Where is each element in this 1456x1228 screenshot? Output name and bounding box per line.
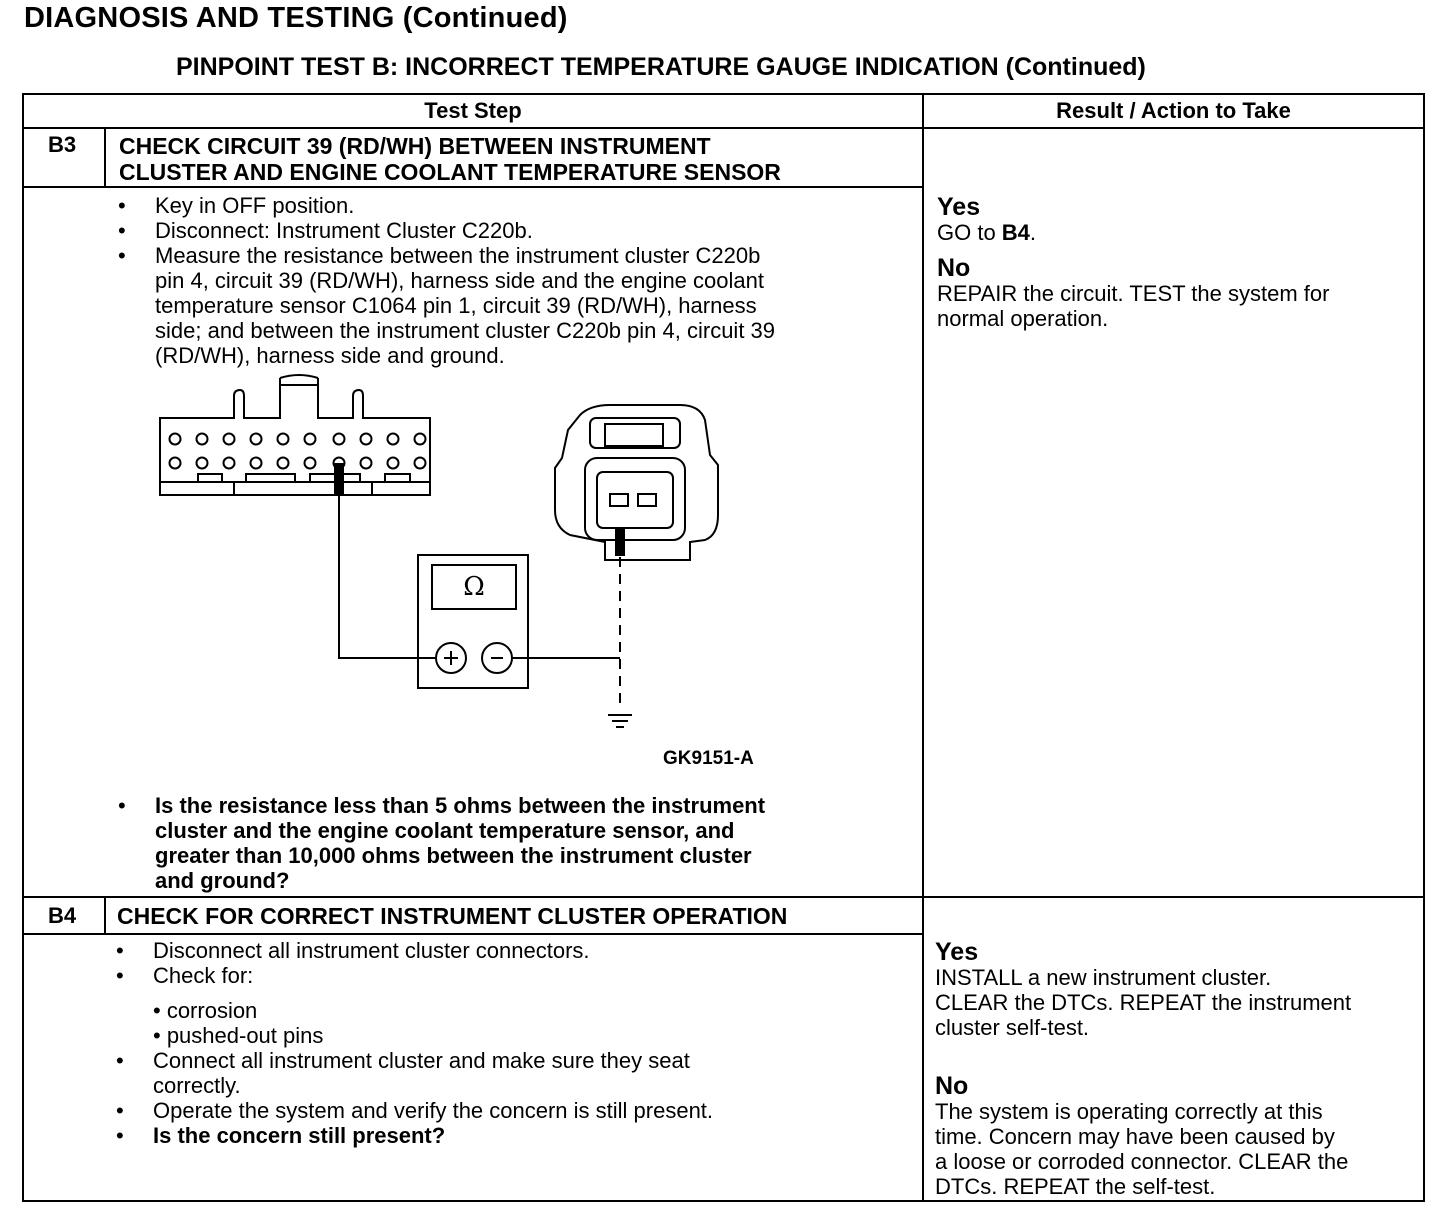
figure-id: GK9151-A bbox=[663, 748, 754, 769]
b3-question-text: Is the resistance less than 5 ohms between the instrument cluster and the engine coolant temperature sensor, and greater than 10,000 ohms between the instrument cluster and ground? bbox=[155, 793, 766, 893]
probe-tip-c220b bbox=[334, 463, 344, 495]
b4-bullet-2: Check for: bbox=[153, 963, 254, 988]
b3-bullet-2: Disconnect: Instrument Cluster C220b. bbox=[155, 218, 533, 243]
b4-no-label: No bbox=[935, 1072, 969, 1100]
pinpoint-test-title: PINPOINT TEST B: INCORRECT TEMPERATURE GAUGE INDICATION (Continued) bbox=[176, 53, 1146, 81]
header-test-step: Test Step bbox=[424, 98, 522, 123]
step-id-b3: B3 bbox=[48, 132, 77, 157]
connector-c1064 bbox=[555, 405, 718, 560]
pin-row-bottom bbox=[170, 458, 426, 469]
b4-bullet-4: Operate the system and verify the concern is still present. bbox=[153, 1098, 714, 1123]
b3-bullet-3: Measure the resistance between the instrument cluster C220b pin 4, circuit 39 (RD/WH), harness side and the engine coolant temperature sensor C1064 pin 1, circuit 39 (RD/WH), harness side; and between the instrument cluster C220b pin 4, circuit 39 (RD/WH), harness side and ground. bbox=[155, 243, 776, 368]
b4-sub-pushed-out-pins: • pushed-out pins bbox=[153, 1023, 324, 1048]
step-title-b4: CHECK FOR CORRECT INSTRUMENT CLUSTER OPERATION bbox=[117, 903, 788, 929]
b4-question: Is the concern still present? bbox=[153, 1123, 446, 1148]
probe-tip-c1064 bbox=[615, 528, 625, 556]
pin-row-top bbox=[170, 434, 426, 445]
b3-no-label: No bbox=[937, 254, 971, 282]
page-title: DIAGNOSIS AND TESTING (Continued) bbox=[24, 2, 568, 34]
b3-yes-label: Yes bbox=[937, 193, 981, 221]
b4-no-action: The system is operating correctly at this time. Concern may have been caused by a loose or corroded connector. CLEAR the DTCs. REPEAT the self-test. bbox=[935, 1099, 1349, 1199]
b4-yes-label: Yes bbox=[935, 938, 979, 966]
ohm-symbol: Ω bbox=[463, 572, 485, 602]
step-id-b4: B4 bbox=[48, 903, 77, 928]
b3-yes-action: GO to B4. bbox=[937, 220, 1037, 245]
b4-bullet-1: Disconnect all instrument cluster connectors. bbox=[153, 938, 590, 963]
ground-symbol bbox=[608, 715, 632, 727]
wiring-diagram bbox=[150, 370, 800, 780]
header-result-action: Result / Action to Take bbox=[1056, 98, 1291, 123]
b4-bullet-3: Connect all instrument cluster and make sure they seat correctly. bbox=[153, 1048, 690, 1098]
b3-no-action: REPAIR the circuit. TEST the system for normal operation. bbox=[937, 281, 1330, 331]
step-title-b3: CHECK CIRCUIT 39 (RD/WH) BETWEEN INSTRUMENT CLUSTER AND ENGINE COOLANT TEMPERATURE SENSOR bbox=[119, 133, 781, 185]
b4-sub-corrosion: • corrosion bbox=[153, 998, 258, 1023]
b3-yes-target: B4 bbox=[1001, 220, 1030, 245]
b3-bullet-1: Key in OFF position. bbox=[155, 193, 355, 218]
b4-yes-action: INSTALL a new instrument cluster. CLEAR the DTCs. REPEAT the instrument cluster self-test. bbox=[935, 965, 1352, 1040]
